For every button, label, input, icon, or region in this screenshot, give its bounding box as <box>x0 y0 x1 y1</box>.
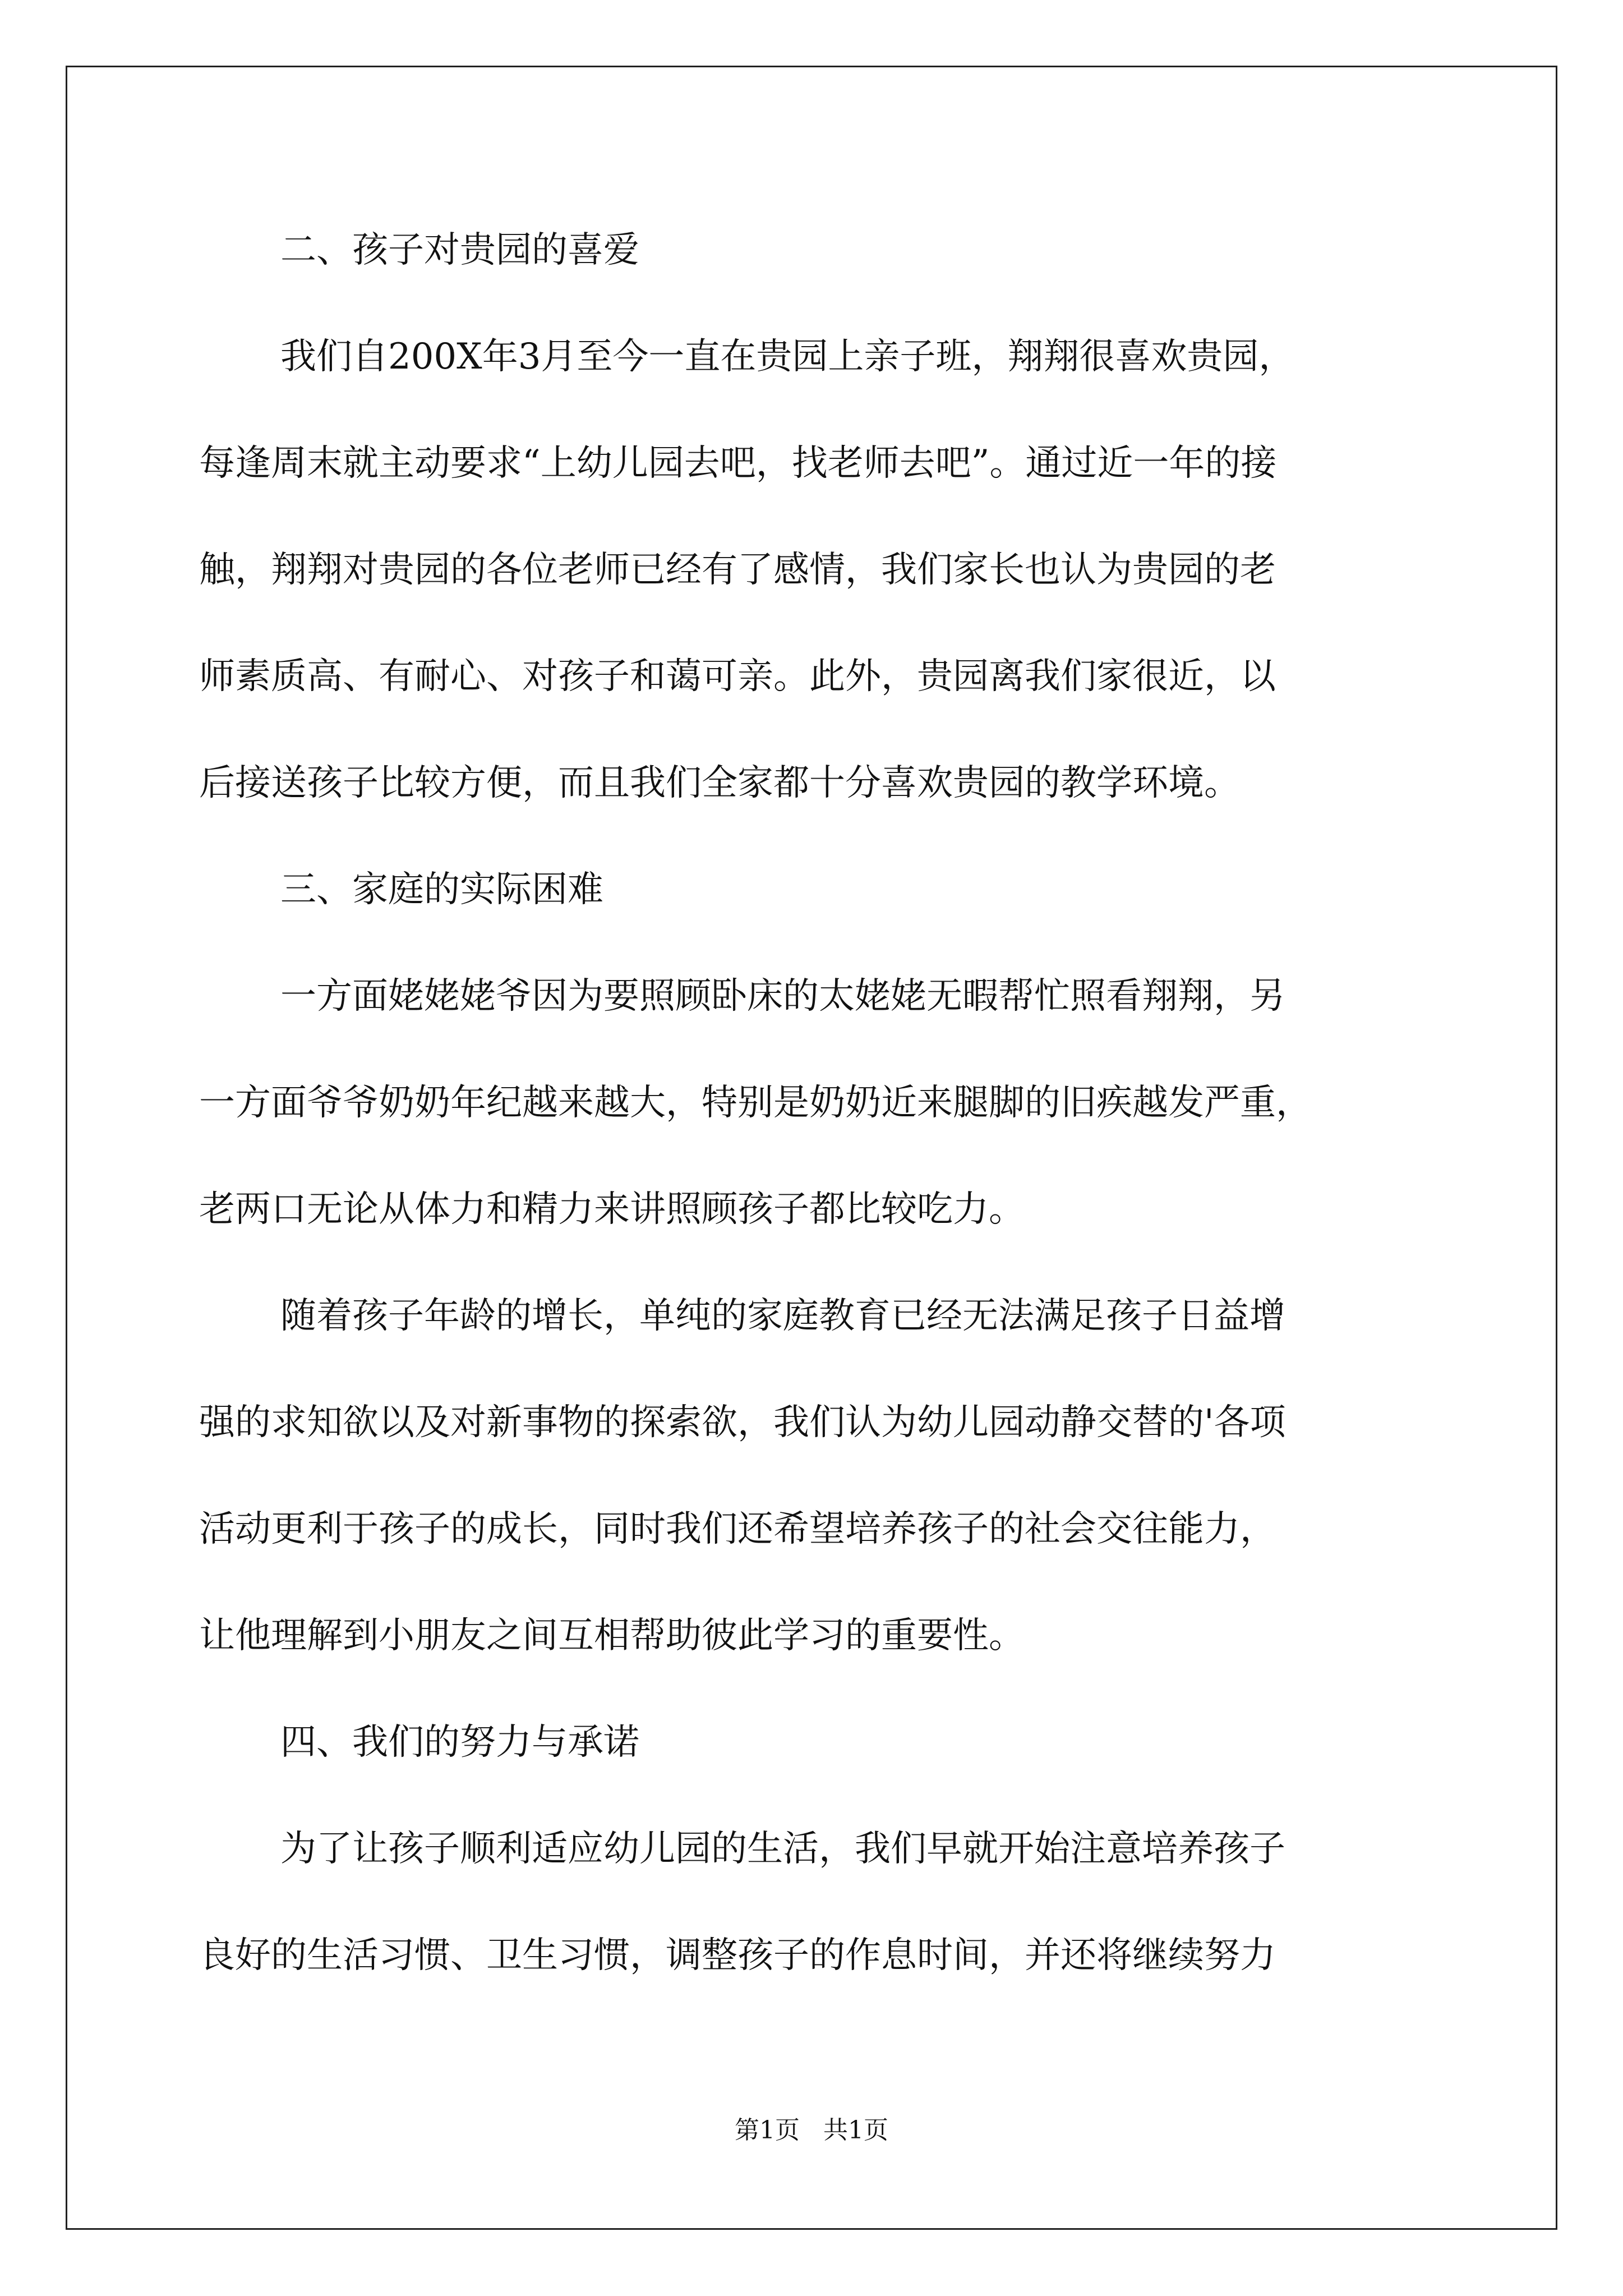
paragraph-line: 一方面姥姥姥爷因为要照顾卧床的太姥姥无暇帮忙照看翔翔，另 <box>280 976 1285 1017</box>
paragraph-line: 师素质高、有耐心、对孩子和蔼可亲。此外，贵园离我们家很近，以 <box>199 656 1276 697</box>
heading-2: 二、孩子对贵园的喜爱 <box>280 229 639 271</box>
paragraph-line: 良好的生活习惯、卫生习惯，调整孩子的作息时间，并还将继续努力 <box>199 1935 1276 1976</box>
paragraph-line: 为了让孩子顺利适应幼儿园的生活，我们早就开始注意培养孩子 <box>280 1828 1285 1870</box>
heading-3: 三、家庭的实际困难 <box>280 869 603 910</box>
paragraph-line: 强的求知欲以及对新事物的探索欲，我们认为幼儿园动静交替的'各项 <box>199 1402 1286 1443</box>
paragraph-line: 随着孩子年龄的增长，单纯的家庭教育已经无法满足孩子日益增 <box>280 1295 1285 1337</box>
paragraph-line: 触，翔翔对贵园的各位老师已经有了感情，我们家长也认为贵园的老 <box>199 549 1276 591</box>
paragraph-line: 让他理解到小朋友之间互相帮助彼此学习的重要性。 <box>199 1615 1025 1657</box>
paragraph-line: 后接送孩子比较方便，而且我们全家都十分喜欢贵园的教学环境。 <box>199 762 1240 804</box>
paragraph-line: 老两口无论从体力和精力来讲照顾孩子都比较吃力。 <box>199 1189 1025 1230</box>
paragraph-line: 每逢周末就主动要求“上幼儿园去吧，找老师去吧”。通过近一年的接 <box>199 443 1277 484</box>
paragraph-line: 我们自200X年3月至今一直在贵园上亲子班，翔翔很喜欢贵园， <box>280 336 1295 378</box>
paragraph-line: 一方面爷爷奶奶年纪越来越大，特别是奶奶近来腿脚的旧疾越发严重， <box>199 1082 1312 1124</box>
heading-4: 四、我们的努力与承诺 <box>280 1722 639 1763</box>
page-border <box>66 66 1557 2230</box>
page-number-footer: 第1页 共1页 <box>735 2116 888 2145</box>
paragraph-line: 活动更利于孩子的成长，同时我们还希望培养孩子的社会交往能力， <box>199 1508 1276 1550</box>
